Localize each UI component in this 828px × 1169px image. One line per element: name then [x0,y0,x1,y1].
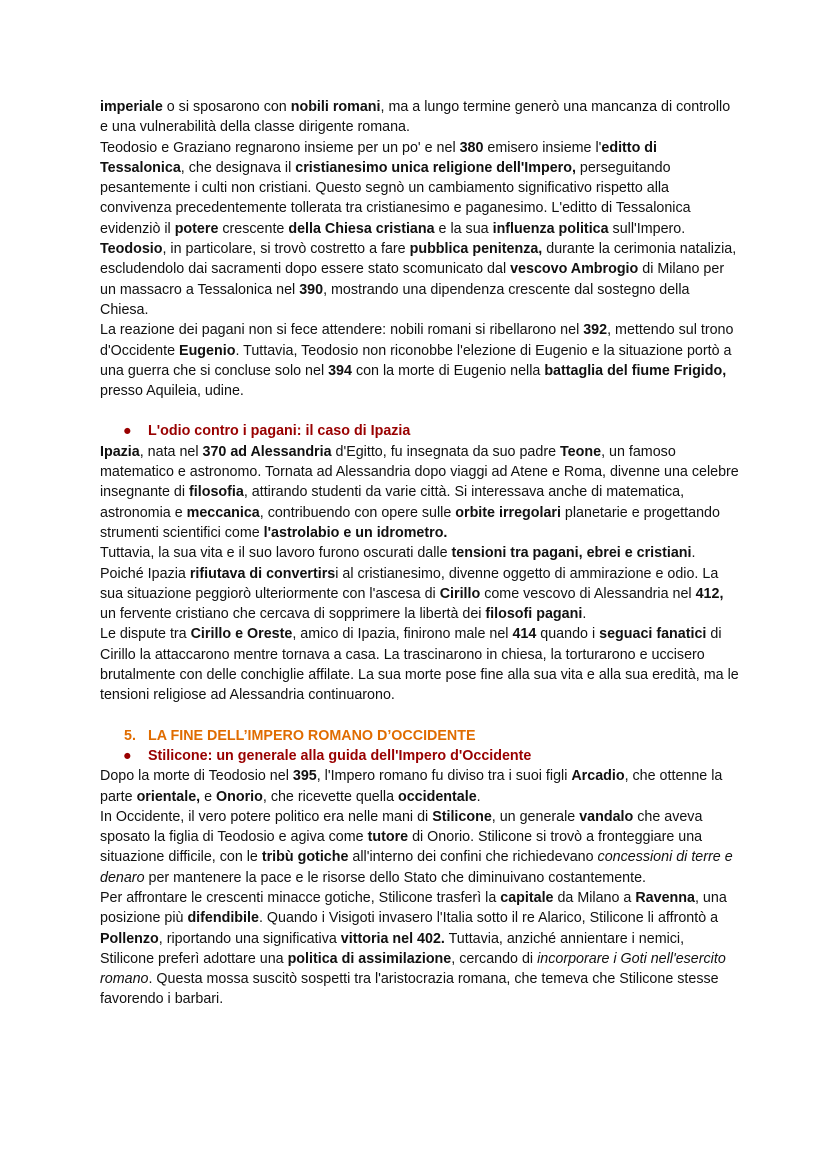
text-run: vandalo [579,808,634,825]
text-run: Ravenna [635,889,695,906]
text-run: seguaci fanatici [599,626,707,643]
text-run: occidentale [398,788,477,805]
text-run: orbite irregolari [455,504,561,521]
text-run: meccanica [186,504,260,521]
text-run: concessioni di terre e denaro [100,849,733,886]
text-run: , contribuendo con opere sulle [259,504,456,521]
paragraphs-top [100,97,740,401]
paragraph [100,442,740,543]
paragraphs-stilicone [100,766,740,1010]
text-run: Teodosio e Graziano regnarono insieme per un po' e nel [100,139,460,156]
text-run: potere [174,220,219,237]
text-run: rifiutava di convertirs [189,565,336,582]
subheading-stilicone-title: Stilicone: un generale alla guida dell'Impero d'Occidente [148,747,532,764]
text-run: Eugenio [179,342,236,359]
text-run: , un generale [491,808,580,825]
text-run: Arcadio [571,768,625,785]
text-run: , amico di Ipazia, finirono male nel [292,626,513,643]
paragraph [100,239,740,320]
subheading-stilicone [100,746,740,766]
text-run: . Quando i Visigoti invasero l'Italia sotto il re Alarico, Stilicone li affrontò a [258,910,719,927]
text-run: Teone [560,443,602,460]
text-run: che aveva sposato la figlia di Teodosio e agiva come [100,808,703,846]
bullet-icon: ● [123,423,132,440]
text-run: Per affrontare le crescenti minacce gotiche, Stilicone trasferì la [100,889,501,906]
text-run: sull'Impero. [608,220,686,237]
text-run: . [476,788,481,805]
text-run: tribù gotiche [261,849,349,866]
text-run: In Occidente, il vero potere politico era nelle mani di [100,808,433,825]
text-run: , riportando una significativa [158,930,341,947]
text-run: nobili romani [290,99,381,115]
section-title: LA FINE DELL’IMPERO ROMANO D’OCCIDENTE [148,727,476,744]
subheading-ipazia [100,421,740,441]
text-run: 392 [583,322,608,339]
text-run: Stilicone [432,808,492,825]
text-run: per mantenere la pace e le risorse dello Stato che diminuivano costantemente. [144,869,647,886]
text-run: . Questa mossa suscitò sospetti tra l'aristocrazia romana, che temeva che Stilicone stesse favorendo i barbari. [100,971,719,1008]
text-run: Tuttavia, la sua vita e il suo lavoro furono oscurati dalle [100,545,452,562]
text-run: orientale, [136,788,201,805]
text-run: Ipazia [100,443,140,460]
text-run: , una posizione più [100,889,727,927]
paragraph [100,543,740,624]
text-run: 412, [695,585,724,602]
text-run: presso Aquileia, udine. [100,383,244,400]
text-run: 395 [292,768,317,785]
subheading-ipazia-title: L'odio contro i pagani: il caso di Ipazia [148,423,411,440]
text-run: . Poiché Ipazia [100,545,696,582]
text-run: e la sua [434,220,493,237]
text-run: capitale [500,889,554,906]
paragraph [100,888,740,1010]
section-heading-5 [100,726,740,746]
text-run: un fervente cristiano che cercava di sopprimere la libertà dei [100,606,486,623]
text-run: imperiale [100,99,163,115]
text-run: 394 [328,362,352,379]
text-run: , mettendo sul trono d'Occidente [100,322,734,359]
text-run: politica di assimilazione [287,950,452,967]
paragraph [100,807,740,888]
section-number: 5. [124,727,136,744]
text-run: planetarie e progettando strumenti scientifici come [100,504,720,541]
text-run: Cirillo e Oreste [190,626,293,643]
text-run: 390 [299,281,324,298]
text-run: , che ottenne la parte [100,768,723,805]
text-run: tutore [367,829,409,846]
text-run: della Chiesa cristiana [288,220,435,237]
text-run: , l'Impero romano fu diviso tra i suoi figli [316,768,572,785]
text-run: , mostrando una dipendenza crescente dal sostegno della Chiesa. [100,281,690,318]
text-run: l'astrolabio e un idrometro. [263,524,448,541]
paragraph [100,624,740,705]
text-run: editto di Tessalonica [100,139,657,176]
text-run: da Milano a [553,889,636,906]
text-run: durante la cerimonia natalizia, escludendolo dai sacramenti dopo essere stato scomunicato dal [100,241,737,278]
text-run: , attirando studenti da varie città. Si interessava anche di matematica, astronomia e [100,484,685,521]
text-run: Teodosio [100,241,163,258]
text-run: incorporare i Goti nell'esercito romano [100,950,726,988]
text-run: Cirillo [439,585,481,602]
paragraphs-ipazia [100,442,740,706]
text-run: , nata nel [139,443,203,460]
text-run: d'Egitto, fu insegnata da suo padre [331,443,561,460]
text-run: filosofi pagani [485,606,583,623]
text-run: vittoria nel 402. [340,930,445,947]
text-run: La reazione dei pagani non si fece attendere: nobili romani si ribellarono nel [100,322,584,339]
paragraph [100,138,740,239]
text-run: Tuttavia, anziché annientare i nemici, Stilicone preferì adottare una [100,930,685,967]
text-run: e [200,788,217,805]
paragraph [100,97,740,138]
text-run: , ma a lungo termine generò una mancanza di controllo e una vulnerabilità della classe dirigente romana. [100,99,731,136]
text-run: . Tuttavia, Teodosio non riconobbe l'elezione di Eugenio e la situazione portò a una guerra che si concluse solo nel [100,342,732,379]
text-run: tensioni tra pagani, ebrei e cristiani [451,545,692,562]
text-run: i al cristianesimo, divenne oggetto di ammirazione e odio. La sua situazione peggiorò ulteriormente con l'ascesa di [100,565,719,602]
text-run: crescente [218,220,289,237]
text-run: cristianesimo unica religione dell'Impero, [295,159,576,176]
text-run: battaglia del fiume Frigido, [544,362,727,379]
text-run: 380 [459,139,484,156]
text-run: Le dispute tra [100,626,191,643]
text-run: , che designava il [180,159,296,176]
text-run: , un famoso matematico e astronomo. Tornata ad Alessandria dopo viaggi ad Atene e Roma, divenne una celebre insegnante di [100,443,739,501]
text-run: Dopo la morte di Teodosio nel [100,768,293,785]
text-run: , cercando di [451,950,538,967]
bullet-icon: ● [123,747,132,764]
paragraph [100,320,740,401]
text-run: influenza politica [492,220,609,237]
text-run: vescovo Ambrogio [510,261,639,278]
text-run: di Cirillo la attaccarono mentre tornava a casa. La trascinarono in chiesa, la torturarono e uccisero brutalmente con delle conchiglie affilate. La sua morte pose fine alla sua vita e alla sua eredità, ma le tensioni religiose ad Alessandria continuarono. [100,626,739,704]
text-run: con la morte di Eugenio nella [351,362,545,379]
text-run: emisero insieme l' [483,139,602,156]
text-run: , che ricevette quella [262,788,398,805]
paragraph [100,766,740,807]
document-page [100,97,740,1010]
text-run: quando i [536,626,600,643]
text-run: perseguitando pesantemente i culti non cristiani. Questo segnò un cambiamento significativo rispetto alla convivenza precedentemente tollerata tra cristianesimo e paganesimo. L'editto di Tessalonica evidenziò il [100,159,691,237]
text-run: filosofia [189,484,244,501]
text-run: di Milano per un massacro a Tessalonica nel [100,261,725,298]
text-run: all'interno dei confini che richiedevano [348,849,598,866]
text-run: difendibile [187,910,259,927]
text-run: come vescovo di Alessandria nel [480,585,696,602]
text-run: o si sposarono con [162,99,291,115]
text-run: . [582,606,587,623]
text-run: Pollenzo [100,930,159,947]
text-run: 370 ad Alessandria [202,443,332,460]
text-run: di Onorio. Stilicone si trovò a fronteggiare una situazione difficile, con le [100,829,703,866]
text-run: 414 [512,626,537,643]
text-run: Onorio [216,788,263,805]
text-run: pubblica penitenza, [409,241,543,258]
text-run: , in particolare, si trovò costretto a fare [162,241,410,258]
